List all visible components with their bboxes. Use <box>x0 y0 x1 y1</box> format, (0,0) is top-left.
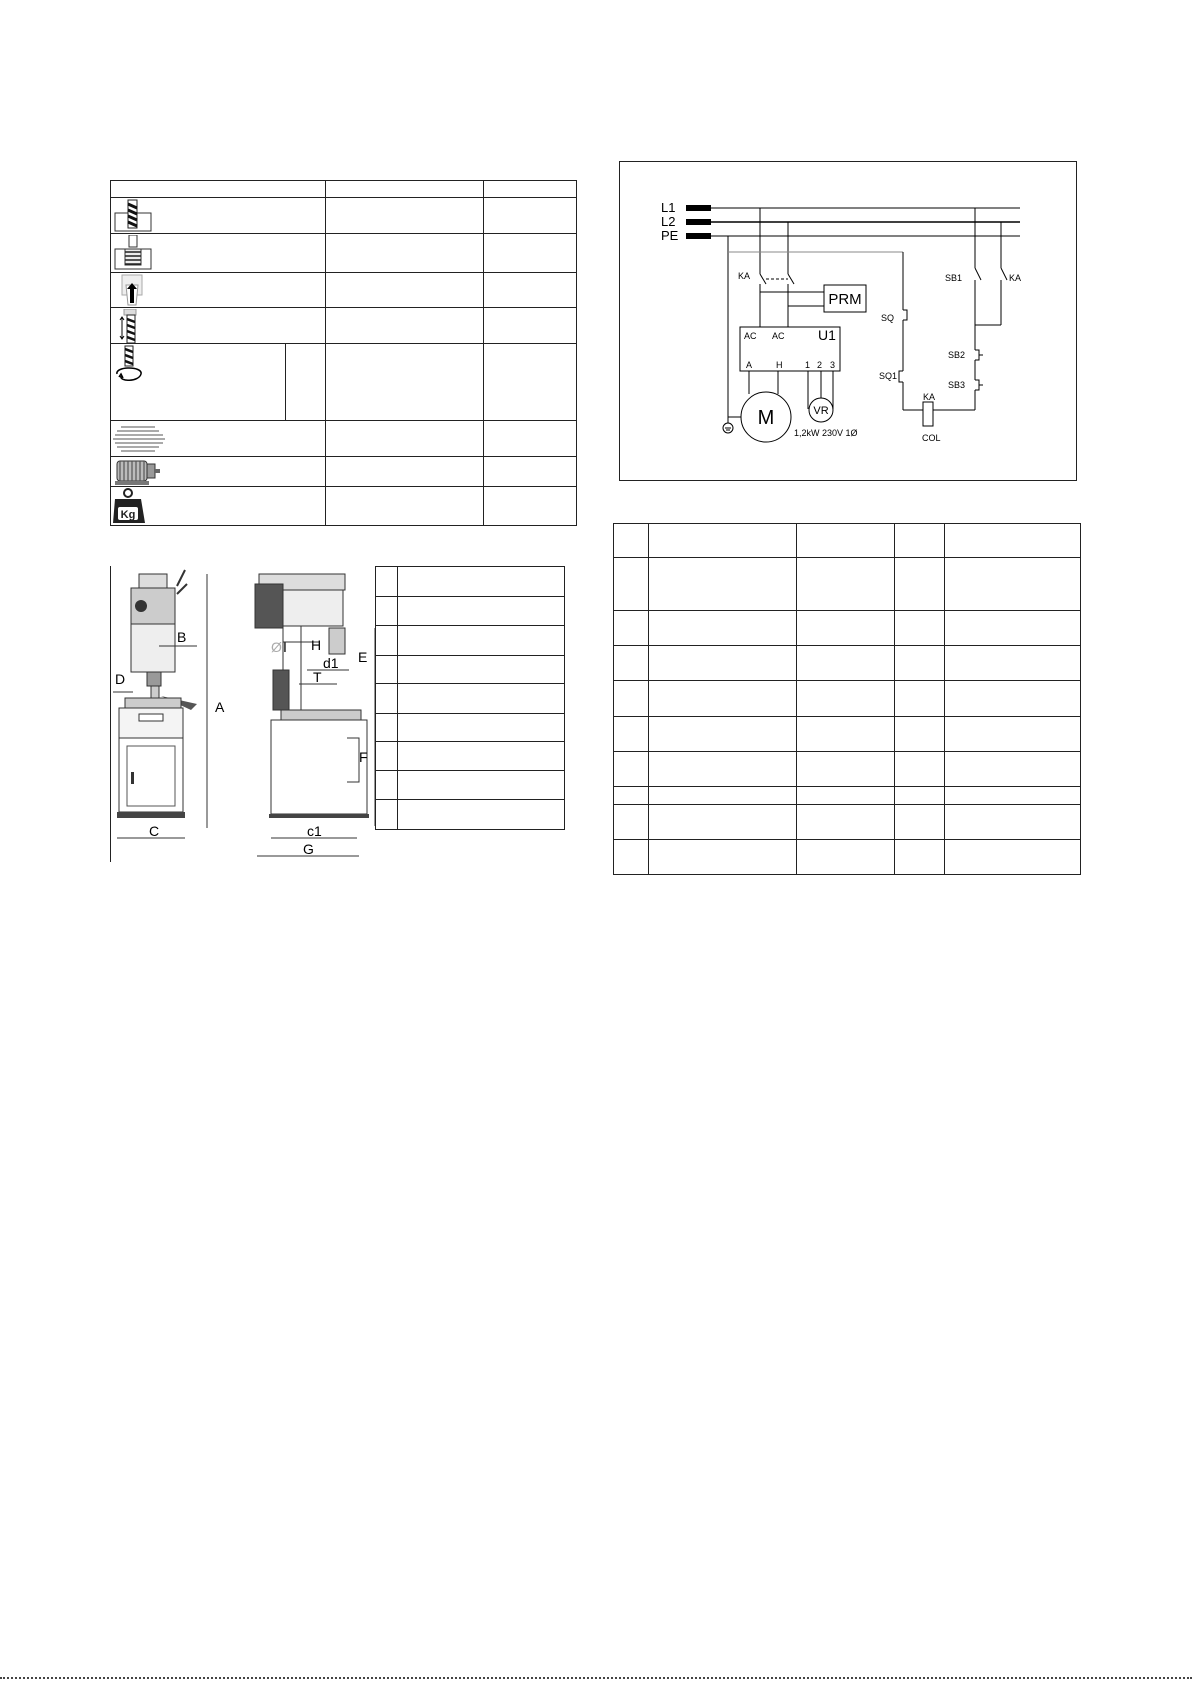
tapping-capacity-icon <box>111 235 155 271</box>
dimension-row <box>376 626 565 656</box>
vr-label: VR <box>813 405 829 417</box>
spec-table <box>110 180 577 526</box>
ka-right-label: KA <box>1009 273 1022 283</box>
dimension-row <box>376 800 565 830</box>
spec-row <box>111 198 577 234</box>
dim-h-label: H <box>311 637 322 653</box>
parts-row <box>614 558 1081 611</box>
col-label: COL <box>922 433 941 443</box>
terminal-h-label: H <box>776 360 783 370</box>
u1-label: U1 <box>818 327 836 343</box>
weight-badge: Kg <box>120 509 136 521</box>
sq-label: SQ <box>881 313 895 323</box>
spec-row <box>111 273 577 308</box>
dim-b-label: B <box>177 629 187 645</box>
diameter-symbol: Ø <box>271 639 282 655</box>
dimension-row <box>376 656 565 684</box>
dimension-row <box>376 714 565 742</box>
sb3-label: SB3 <box>948 380 966 390</box>
dim-a-label: A <box>215 699 225 715</box>
spec-row <box>111 308 577 344</box>
wiring-diagram-svg <box>620 162 1076 480</box>
spec-header-row <box>111 181 577 198</box>
sb1-label: SB1 <box>945 273 963 283</box>
spindle-speed-icon <box>111 344 155 384</box>
dim-d-label: D <box>115 671 126 687</box>
parts-header-row <box>614 524 1081 558</box>
terminal-1-label: 1 <box>805 360 811 370</box>
parts-row <box>614 805 1081 840</box>
dimension-table <box>375 566 565 830</box>
spec-row <box>111 457 577 487</box>
table-size-icon <box>111 423 167 455</box>
motor-label: M <box>757 407 775 429</box>
motor-spec-label: 1,2kW 230V 1Ø <box>794 428 858 438</box>
prm-label: PRM <box>828 291 862 308</box>
dimension-row <box>376 567 565 597</box>
machine-drawings <box>111 566 375 862</box>
dimension-row <box>376 771 565 800</box>
dim-d1-label: d1 <box>323 655 339 671</box>
terminal-a-label: A <box>746 360 753 370</box>
dimension-row <box>376 684 565 714</box>
spec-row <box>111 344 577 421</box>
page-footer-rule <box>0 1677 1192 1682</box>
terminal-3-label: 3 <box>830 360 836 370</box>
parts-row <box>614 681 1081 717</box>
parts-row <box>614 717 1081 752</box>
dim-e-label: E <box>358 649 368 665</box>
line-pe-label: PE <box>661 228 679 243</box>
wiring-diagram <box>619 161 1077 481</box>
sq1-label: SQ1 <box>879 371 898 381</box>
spec-row <box>111 487 577 526</box>
dim-g-label: G <box>303 841 314 857</box>
motor-icon <box>111 458 161 486</box>
parts-table <box>613 523 1081 875</box>
parts-row <box>614 787 1081 805</box>
dimension-row <box>376 597 565 626</box>
spec-row <box>111 234 577 273</box>
drilling-capacity-icon <box>111 199 155 233</box>
terminal-2-label: 2 <box>817 360 823 370</box>
spindle-travel-icon <box>111 309 155 343</box>
line-l1-label: L1 <box>661 200 676 215</box>
ka-left-label: KA <box>738 271 751 281</box>
dim-c-label: C <box>149 823 160 839</box>
weight-icon <box>111 487 151 525</box>
spec-row <box>111 421 577 457</box>
ac2-label: AC <box>772 331 785 341</box>
parts-row <box>614 646 1081 681</box>
dimension-row <box>376 742 565 771</box>
ka-coil-label: KA <box>923 392 936 402</box>
ac1-label: AC <box>744 331 757 341</box>
spindle-taper-icon <box>111 273 155 307</box>
parts-row <box>614 611 1081 646</box>
dim-t-label: T <box>313 669 322 685</box>
dim-i-label: I <box>283 639 287 655</box>
parts-row <box>614 752 1081 787</box>
dim-f-label: F <box>359 749 368 765</box>
parts-row <box>614 840 1081 875</box>
dim-c1-label: c1 <box>307 823 322 839</box>
line-l2-label: L2 <box>661 214 676 229</box>
sb2-label: SB2 <box>948 350 966 360</box>
